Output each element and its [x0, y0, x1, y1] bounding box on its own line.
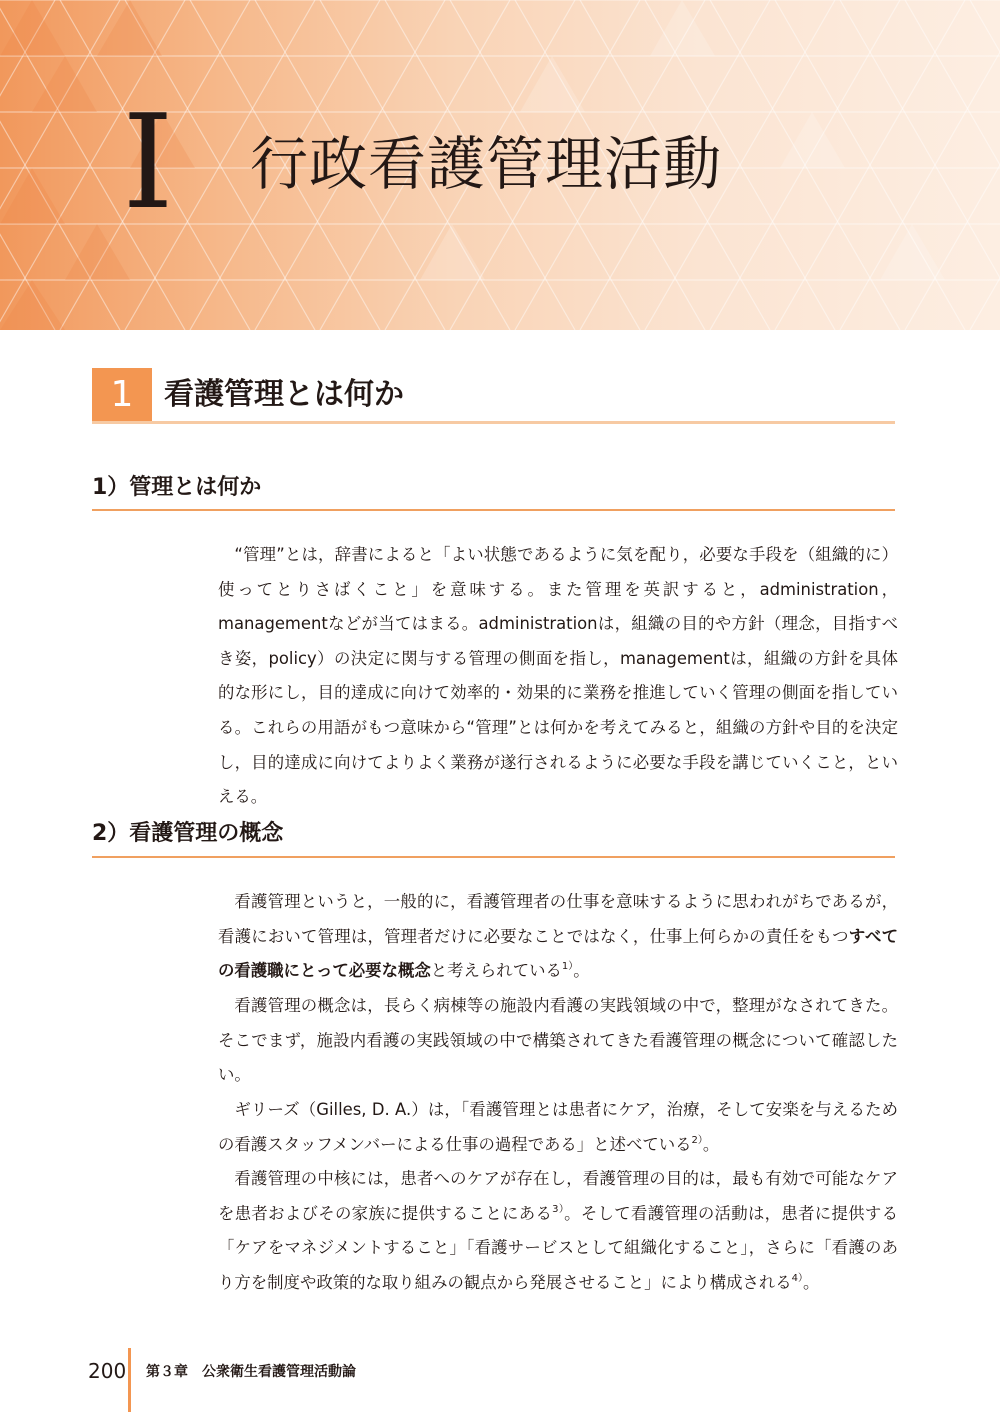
paragraph-text: 。 [803, 1272, 820, 1292]
paragraph-text: 。 [702, 1134, 720, 1154]
subsection-2-paragraph-4 [218, 1162, 898, 1300]
reference-marker: 1） [561, 961, 574, 973]
subsection-1-divider [92, 509, 895, 511]
subsection-2-paragraph-3 [218, 1093, 898, 1162]
section-title: 看護管理とは何か [164, 377, 404, 412]
subsection-2-heading: 2）看護管理の概念 [92, 821, 284, 846]
subsection-1-paragraph: “管理”とは，辞書によると「よい状態であるように気を配り，必要な手段を（組織的に）使ってとりさばくこと」を意味する。また管理を英訳すると，administration，managementなどが当てはまる。administrationは，組織の目的や方針（理念，目指すべき姿，policy）の決定に関与する管理の側面を指し，managementは，組織の方針を具体的な形にし，目的達成に向けて効率的・効果的に業務を推進していく管理の側面を指している。これらの用語がもつ意味から“管理”とは何かを考えてみると，組織の方針や目的を決定し，目的達成に向けてよりよく業務が遂行されるように必要な手段を講じていくこと，といえる。 [218, 545, 898, 807]
emphasized-text: すべての看護職にとって必要な概念 [218, 926, 899, 981]
paragraph-text: と考えられている [430, 961, 562, 981]
subsection-2-divider [92, 856, 895, 858]
subsection-2-paragraph-1 [218, 885, 898, 989]
section-divider [92, 421, 895, 424]
paragraph-text: 看護管理というと，一般的に，看護管理者の仕事を意味するように思われがちであるが，看護において管理は，管理者だけに必要なことではなく，仕事上何らかの責任をもつ [218, 892, 898, 946]
paragraph-text: 。 [573, 961, 590, 981]
page-number: 200 [88, 1359, 127, 1383]
subsection-2-paragraph-2: 看護管理の概念は，長らく病棟等の施設内看護の実践領域の中で，整理がなされてきた。そこでまず，施設内看護の実践領域の中で構築されてきた看護管理の概念について確認したい。 [218, 996, 898, 1085]
subsection-1-heading: 1）管理とは何か [92, 475, 262, 500]
footer-divider [128, 1348, 131, 1412]
reference-marker: 2） [691, 1134, 703, 1146]
paragraph-text: ギリーズ（Gilles, D. A.）は，「看護管理とは患者にケア，治療，そして安楽を与えるための看護スタッフメンバーによる仕事の過程である」と述べている [218, 1100, 898, 1154]
paragraph-text: 看護管理の中核には，患者へのケアが存在し，看護管理の目的は，最も有効で可能なケアを患者およびその家族に提供することにある [218, 1169, 898, 1223]
paragraph-text: 。そして看護管理の活動は，患者に提供する「ケアをマネジメントすること」「看護サービスとして組織化すること」，さらに「看護のあり方を制度や政策的な取り組みの観点から発展させること」により構成される [218, 1203, 898, 1292]
reference-marker: 4） [791, 1272, 804, 1284]
chapter-banner [0, 0, 1000, 330]
chapter-numeral: I [122, 86, 174, 238]
running-chapter-label: 第３章 公衆衛生看護管理活動論 [146, 1364, 356, 1380]
reference-marker: 3） [552, 1203, 565, 1215]
chapter-title: 行政看護管理活動 [250, 130, 723, 198]
section-number-badge: 1 [92, 368, 152, 422]
